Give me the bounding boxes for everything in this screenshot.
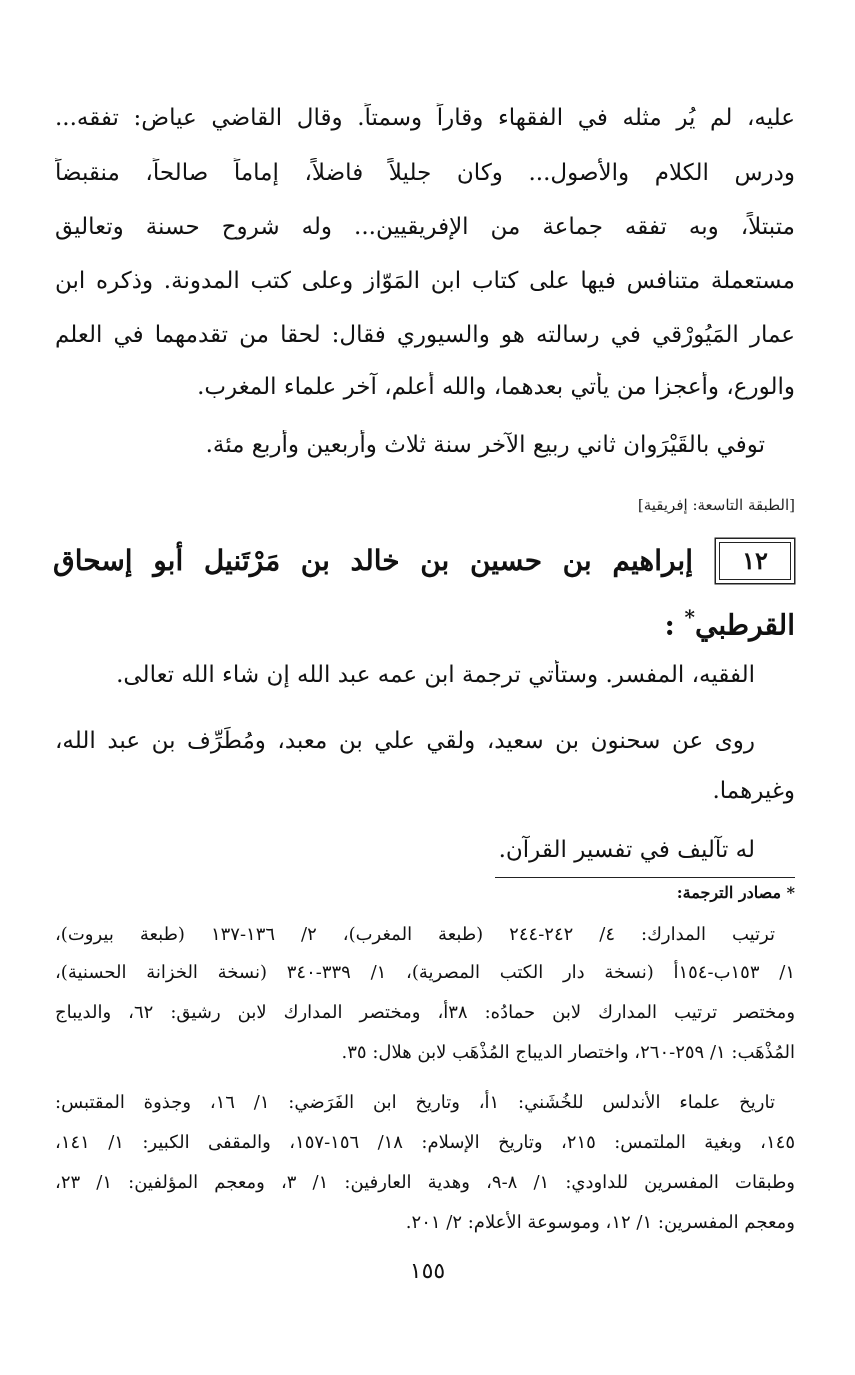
footnote-line-2: ١/ ١٥٣ب-١٥٤أ (نسخة دار الكتب المصرية)، ١/ ٣٣٩-٣٤٠ (نسخة الخزانة الحسنية)،	[55, 962, 795, 983]
entry-works-line: له تآليف في تفسير القرآن.	[498, 837, 755, 863]
footnote-line-7: وطبقات المفسرين للداودي: ١/ ٨-٩، وهدية العارفين: ١/ ٣، ومعجم المؤلفين: ١/ ٢٣،	[55, 1172, 795, 1193]
entry-title-line-2	[664, 596, 795, 646]
death-date-line: توفي بالقَيْرَوان ثاني ربيع الآخر سنة ثلاث وأربعين وأربع مئة.	[205, 432, 765, 458]
body-line-6: والورع، وأعجزا من يأتي بعدهما، والله أعلم، آخر علماء المغرب.	[197, 374, 795, 400]
entry-number-box: ١٢	[719, 542, 791, 580]
body-line-4: مستعملة متنافس فيها على كتاب ابن المَوّاز وعلى كتب المدونة. وذكره ابن	[55, 268, 795, 294]
body-line-1: عليه، لم يُر مثله في الفقهاء وقاراً وسمتاً. وقال القاضي عياض: تفقه...	[55, 105, 795, 131]
entry-title-nisba: القرطبي	[695, 608, 795, 642]
footnote-line-1: ترتيب المدارك: ٤/ ٢٤٢-٢٤٤ (طبعة المغرب)، ٢/ ١٣٦-١٣٧ (طبعة بيروت)،	[55, 924, 775, 945]
footnote-line-4: المُذْهَب: ١/ ٢٥٩-٢٦٠، واختصار الديباج المُذْهَب لابن هلال: ٣٥.	[341, 1042, 795, 1063]
section-tag: [الطبقة التاسعة: إفريقية]	[637, 496, 795, 514]
body-line-5: عمار المَيُورْقي في رسالته هو والسيوري فقال: لحقا من تقدمهما في العلم	[55, 322, 795, 348]
body-line-2: ودرس الكلام والأصول... وكان جليلاً فاضلاً، إماماً صالحاً، منقبضاً	[55, 160, 795, 186]
entry-narrated-line-1: روى عن سحنون بن سعيد، ولقي علي بن معبد، ومُطَرِّف بن عبد الله،	[55, 728, 755, 754]
entry-title-line-1: إبراهيم بن حسين بن خالد بن مَرْتَنيل أبو إسحاق	[53, 544, 693, 577]
page-number: ١٥٥	[409, 1259, 446, 1284]
footnote-title: * مصادر الترجمة:	[676, 883, 795, 902]
footnote-line-6: ١٤٥، وبغية الملتمس: ٢١٥، وتاريخ الإسلام: ١٨/ ١٥٦-١٥٧، والمقفى الكبير: ١/ ١٤١،	[55, 1132, 795, 1153]
entry-intro-line: الفقيه، المفسر. وستأتي ترجمة ابن عمه عبد الله إن شاء الله تعالى.	[116, 662, 755, 688]
footnote-line-8: ومعجم المفسرين: ١/ ١٢، وموسوعة الأعلام: ٢/ ٢٠١.	[405, 1212, 795, 1233]
footnote-line-5: تاريخ علماء الأندلس للخُشَني: ١أ، وتاريخ ابن الفَرَضي: ١/ ١٦، وجذوة المقتبس:	[55, 1092, 775, 1113]
body-line-3: متبتلاً، وبه تفقه جماعة من الإفريقيين... وله شروح حسنة وتعاليق	[55, 214, 795, 240]
footnote-marker: *	[684, 605, 695, 629]
footnote-divider	[495, 877, 795, 878]
entry-title-colon: :	[664, 608, 675, 642]
footnote-line-3: ومختصر ترتيب المدارك لابن حمادُه: ٣٨أ، ومختصر المدارك لابن رشيق: ٦٢، والديباج	[55, 1002, 795, 1023]
entry-narrated-line-2: وغيرهما.	[712, 778, 795, 804]
